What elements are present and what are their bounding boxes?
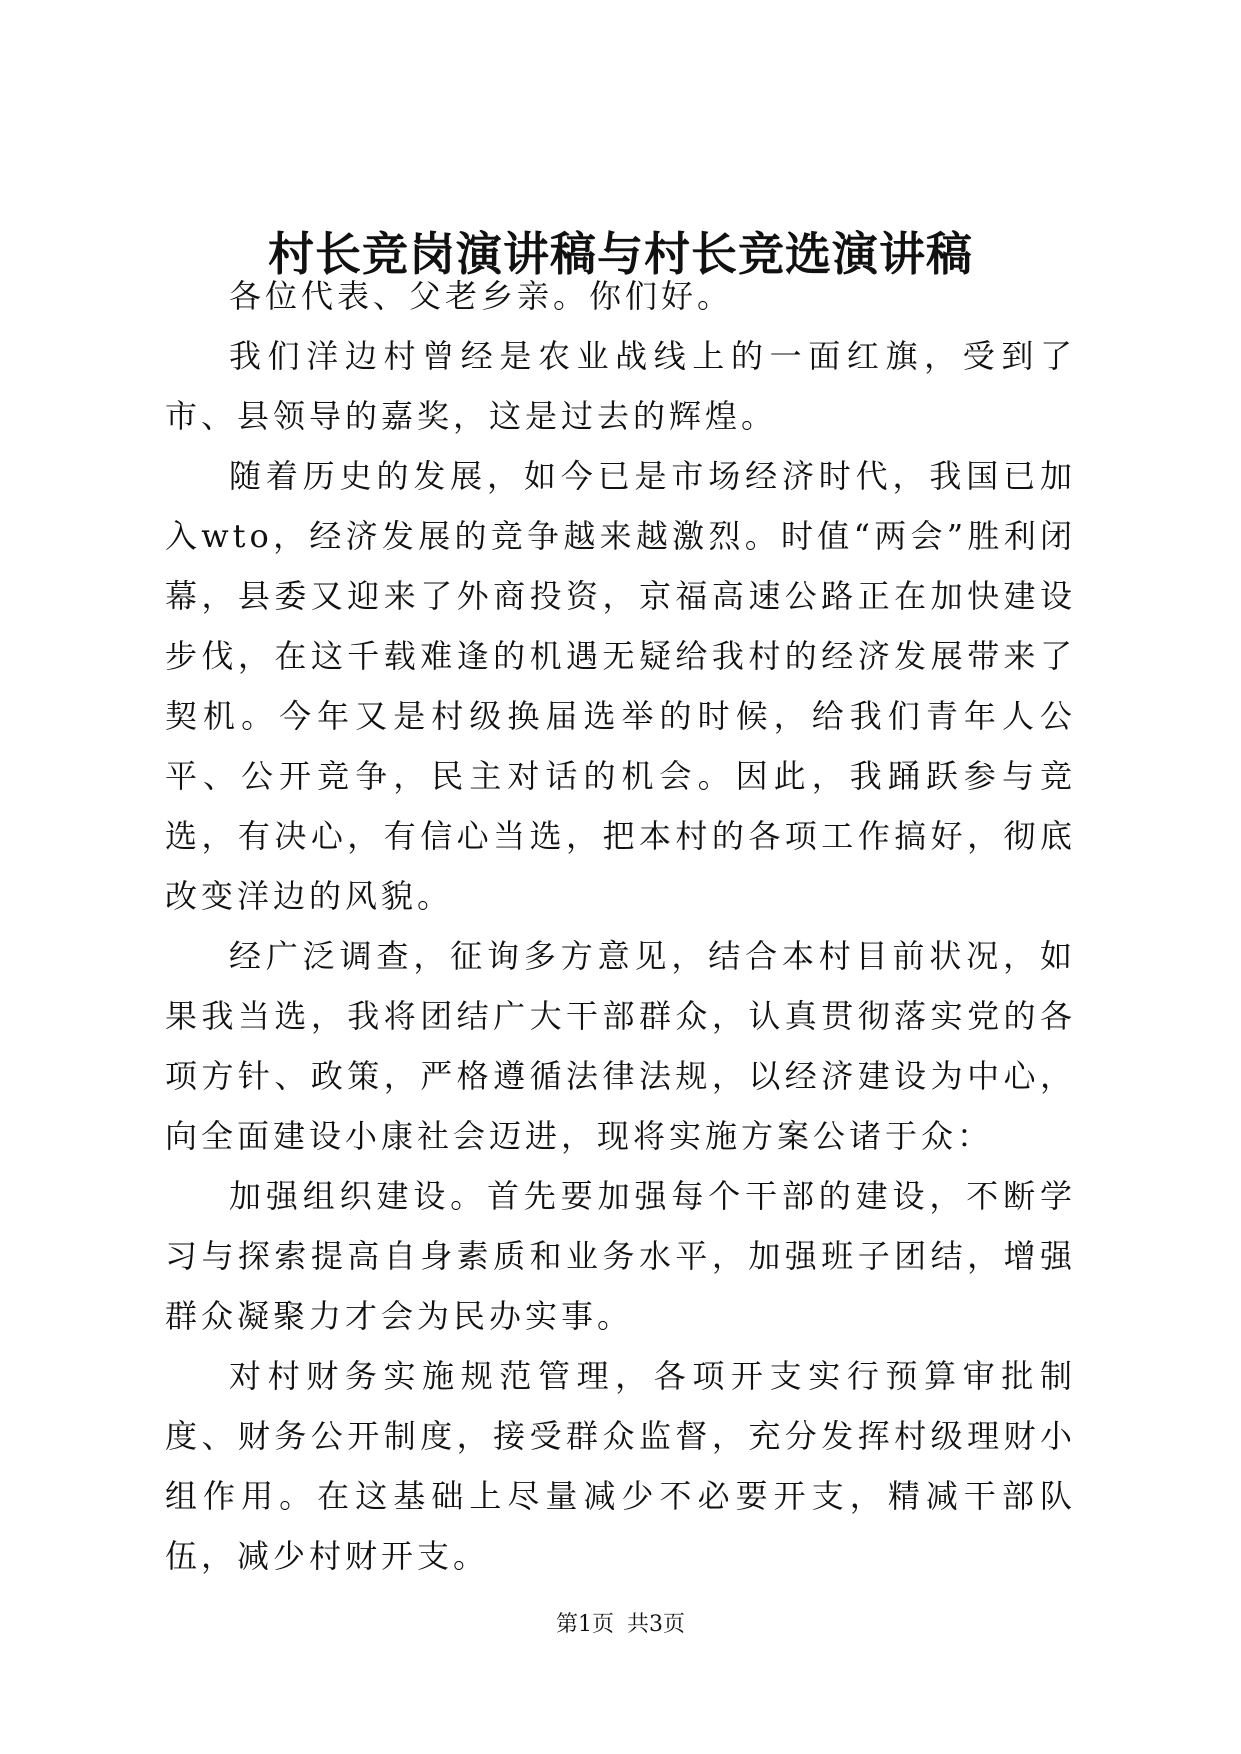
paragraph-finance: 对村财务实施规范管理，各项开支实行预算审批制度、财务公开制度，接受群众监督，充分发挥村级理财小组作用。在这基础上尽量减少不必要开支，精减干部队伍，减少村财开支。 [165, 1357, 1076, 1575]
paragraph-organization: 加强组织建设。首先要加强每个干部的建设，不断学习与探索提高自身素质和业务水平，加强班子团结，增强群众凝聚力才会为民办实事。 [165, 1177, 1076, 1335]
document-body [165, 266, 1076, 1586]
paragraph-plan-intro: 经广泛调查，征询多方意见，结合本村目前状况，如果我当选，我将团结广大干部群众，认真贯彻落实党的各项方针、政策，严格遵循法律法规，以经济建设为中心，向全面建设小康社会迈进，现将实施方案公诸于众： [165, 937, 1076, 1155]
paragraph-history: 我们洋边村曾经是农业战线上的一面红旗，受到了市、县领导的嘉奖，这是过去的辉煌。 [165, 337, 1076, 435]
page-total: 共3页 [627, 1612, 685, 1637]
paragraph-greeting: 各位代表、父老乡亲。你们好。 [229, 277, 734, 315]
page-footer [0, 1610, 1241, 1640]
page-number: 第1页 [556, 1612, 614, 1637]
document-title: 村长竞岗演讲稿与村长竞选演讲稿 [268, 227, 973, 281]
paragraph-motivation: 随着历史的发展，如今已是市场经济时代，我国已加入wto，经济发展的竞争越来越激烈。时值“两会”胜利闭幕，县委又迎来了外商投资，京福高速公路正在加快建设步伐，在这千载难逢的机遇无疑给我村的经济发展带来了契机。今年又是村级换届选举的时候，给我们青年人公平、公开竞争，民主对话的机会。因此，我踊跃参与竞选，有决心，有信心当选，把本村的各项工作搞好，彻底改变洋边的风貌。 [165, 457, 1076, 915]
